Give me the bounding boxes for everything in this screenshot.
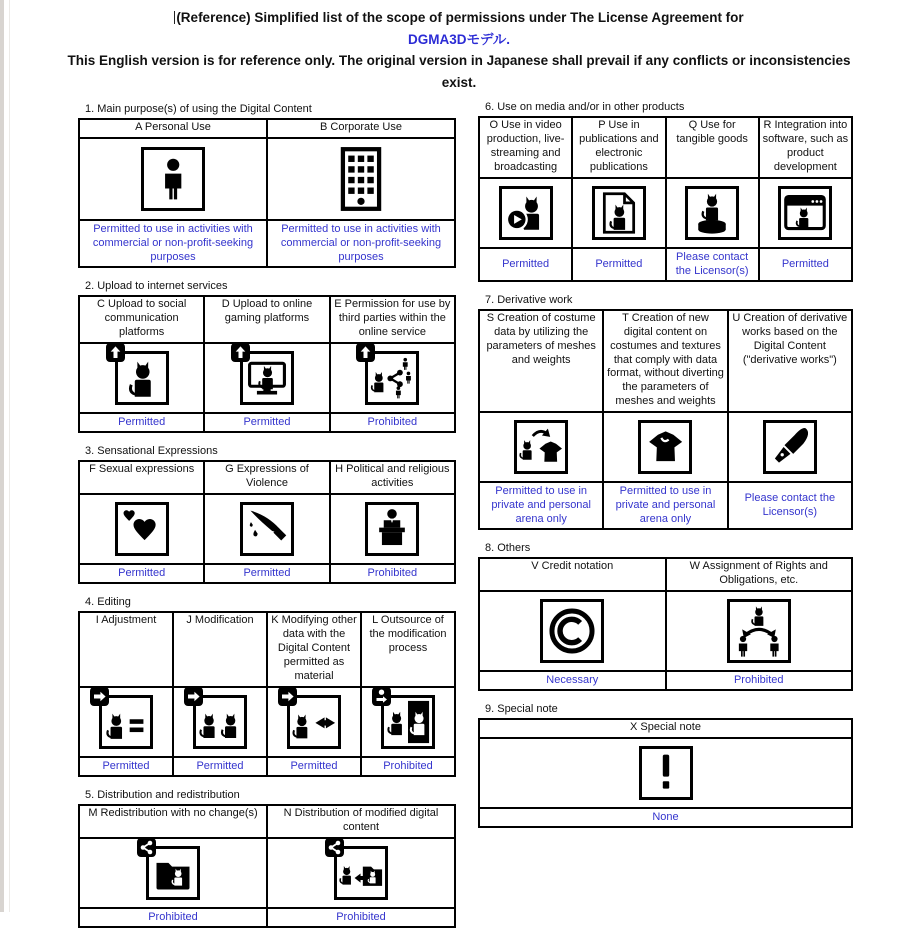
section-label: 1. Main purpose(s) of using the Digital Content — [85, 103, 312, 115]
permissions-table — [78, 118, 456, 268]
podium-speaker-icon — [365, 502, 419, 556]
permission-header-cell: B Corporate Use — [267, 119, 455, 138]
permission-header-cell: P Use in publications and electronic publications — [572, 117, 665, 177]
figurine-cat-icon — [685, 186, 739, 240]
status-cell: Please contact the Licensor(s) — [728, 482, 852, 529]
status-cell: Prohibited — [361, 757, 455, 776]
disclaimer-text: This English version is for reference only. The original version in Japanese shall prevail if any conflicts or inconsistencies exist. — [67, 53, 851, 90]
status-cell: Permitted — [79, 564, 204, 583]
permissions-table — [478, 309, 853, 530]
status-cell: Permitted to use in activities with commercial or non-profit-seeking purposes — [267, 220, 455, 267]
modify-arrow-badge-icon — [184, 687, 203, 706]
section-editing — [78, 596, 456, 777]
left-column — [78, 103, 456, 940]
pictogram-cell — [330, 343, 455, 413]
section-label: 4. Editing — [85, 596, 131, 609]
section-label: 9. Special note — [485, 703, 558, 716]
section-distribution — [78, 789, 456, 928]
pictogram-cell — [603, 412, 727, 482]
permissions-table — [78, 804, 456, 928]
status-cell: Permitted — [572, 248, 665, 281]
permissions-table — [478, 718, 853, 828]
permission-header-cell: U Creation of derivative works based on the Digital Content ("derivative works") — [728, 310, 852, 412]
pictogram-cell — [79, 838, 267, 908]
title-link-line — [56, 29, 862, 51]
status-cell: None — [479, 808, 852, 827]
permissions-table — [78, 611, 456, 776]
title-line — [56, 7, 862, 29]
pictogram-cell — [79, 343, 204, 413]
section-label: 6. Use on media and/or in other products — [485, 101, 685, 113]
permission-header-cell: A Personal Use — [79, 119, 267, 138]
pictogram-cell — [173, 687, 267, 757]
status-cell: Permitted — [479, 248, 572, 281]
permission-header-cell: L Outsource of the modification process — [361, 612, 455, 686]
status-cell: Prohibited — [330, 413, 455, 432]
section-sensational — [78, 445, 456, 584]
permission-header-cell: C Upload to social communication platforms — [79, 296, 204, 343]
pictogram-cell — [728, 412, 852, 482]
status-cell: Prohibited — [267, 908, 455, 927]
pictogram-cell — [479, 738, 852, 808]
section-label: 7. Derivative work — [485, 293, 573, 306]
status-cell: Permitted — [759, 248, 852, 281]
pictogram-cell — [330, 494, 455, 564]
permission-header-cell: D Upload to online gaming platforms — [204, 296, 329, 343]
status-cell: Permitted — [173, 757, 267, 776]
pictogram-cell — [267, 138, 455, 220]
hearts-icon — [115, 502, 169, 556]
pictogram-cell — [479, 412, 603, 482]
permissions-table — [78, 295, 456, 433]
status-cell: Permitted — [79, 413, 204, 432]
pictogram-cell — [79, 494, 204, 564]
status-cell: Prohibited — [330, 564, 455, 583]
status-cell: Permitted — [267, 757, 361, 776]
share-badge-icon — [325, 838, 344, 857]
outsource-badge-icon — [372, 687, 391, 706]
permission-header-cell: R Integration into software, such as product development — [759, 117, 852, 177]
permission-header-cell: I Adjustment — [79, 612, 173, 686]
permission-header-cell: V Credit notation — [479, 558, 666, 591]
pictogram-cell — [79, 687, 173, 757]
right-column — [478, 101, 853, 840]
pictogram-cell — [204, 494, 329, 564]
cat-to-costume-icon — [514, 420, 568, 474]
status-cell: Permitted to use in private and personal arena only — [479, 482, 603, 529]
status-cell: Permitted — [204, 413, 329, 432]
pictogram-cell — [361, 687, 455, 757]
permission-header-cell: F Sexual expressions — [79, 461, 204, 494]
permission-header-cell: X Special note — [479, 719, 852, 738]
permission-header-cell: E Permission for use by third parties within the online service — [330, 296, 455, 343]
permission-header-cell: T Creation of new digital content on costumes and textures that comply with data format, without diverting the parameters of meshes and weights — [603, 310, 727, 412]
section-special-note — [478, 703, 853, 828]
status-cell: Prohibited — [79, 908, 267, 927]
pictogram-cell — [479, 591, 666, 671]
software-window-cat-icon — [778, 186, 832, 240]
upload-arrow-badge-icon — [106, 343, 125, 362]
permission-header-cell: W Assignment of Rights and Obligations, etc. — [666, 558, 853, 591]
permissions-table — [478, 116, 853, 282]
modify-arrow-badge-icon — [90, 687, 109, 706]
section-others — [478, 542, 853, 691]
pictogram-cell — [759, 178, 852, 248]
exclamation-icon — [639, 746, 693, 800]
copyright-icon — [540, 599, 604, 663]
title-text: (Reference) Simplified list of the scope of permissions under The License Agreement for — [176, 10, 744, 25]
permission-header-cell: M Redistribution with no change(s) — [79, 805, 267, 838]
permission-header-cell: J Modification — [173, 612, 267, 686]
pictogram-cell — [666, 591, 853, 671]
status-cell: Necessary — [479, 671, 666, 690]
pictogram-cell — [204, 343, 329, 413]
pictogram-cell — [666, 178, 759, 248]
page-margin-line — [9, 0, 10, 912]
page-cat-icon — [592, 186, 646, 240]
upload-arrow-badge-icon — [356, 343, 375, 362]
section-derivative-work — [478, 294, 853, 530]
permission-header-cell: S Creation of costume data by utilizing the parameters of meshes and weights — [479, 310, 603, 412]
upload-arrow-badge-icon — [231, 343, 250, 362]
rights-assignment-icon — [727, 599, 791, 663]
costume-icon — [638, 420, 692, 474]
modify-arrow-badge-icon — [278, 687, 297, 706]
section-media-products — [478, 101, 853, 282]
section-label: 2. Upload to internet services — [85, 280, 228, 293]
page-edge-strip — [0, 0, 4, 912]
status-cell: Prohibited — [666, 671, 853, 690]
pictogram-cell — [79, 138, 267, 220]
status-cell: Permitted — [204, 564, 329, 583]
permissions-table — [78, 460, 456, 584]
pictogram-cell — [479, 178, 572, 248]
permission-header-cell: O Use in video production, live-streaming and broadcasting — [479, 117, 572, 177]
section-upload-internet — [78, 280, 456, 433]
document-header — [56, 7, 862, 93]
person-icon — [141, 147, 205, 211]
pictogram-cell — [572, 178, 665, 248]
permission-header-cell: H Political and religious activities — [330, 461, 455, 494]
status-cell: Permitted to use in private and personal arena only — [603, 482, 727, 529]
status-cell: Please contact the Licensor(s) — [666, 248, 759, 281]
model-name-link[interactable]: DGMA3Dモデル. — [407, 31, 511, 47]
status-cell: Permitted to use in activities with commercial or non-profit-seeking purposes — [79, 220, 267, 267]
section-label: 8. Others — [485, 542, 531, 555]
section-main-purpose — [78, 103, 456, 268]
permissions-table — [478, 557, 853, 691]
permission-header-cell: K Modifying other data with the Digital Content permitted as material — [267, 612, 361, 686]
section-label: 3. Sensational Expressions — [85, 445, 218, 458]
section-label: 5. Distribution and redistribution — [85, 788, 240, 801]
fountain-pen-icon — [763, 420, 817, 474]
share-badge-icon — [137, 838, 156, 857]
pictogram-cell — [267, 838, 455, 908]
status-cell: Permitted — [79, 757, 173, 776]
video-play-cat-icon — [499, 186, 553, 240]
knife-icon — [240, 502, 294, 556]
permission-header-cell: G Expressions of Violence — [204, 461, 329, 494]
pictogram-cell — [267, 687, 361, 757]
permission-header-cell: N Distribution of modified digital content — [267, 805, 455, 838]
permission-header-cell: Q Use for tangible goods — [666, 117, 759, 177]
building-icon — [336, 146, 386, 212]
